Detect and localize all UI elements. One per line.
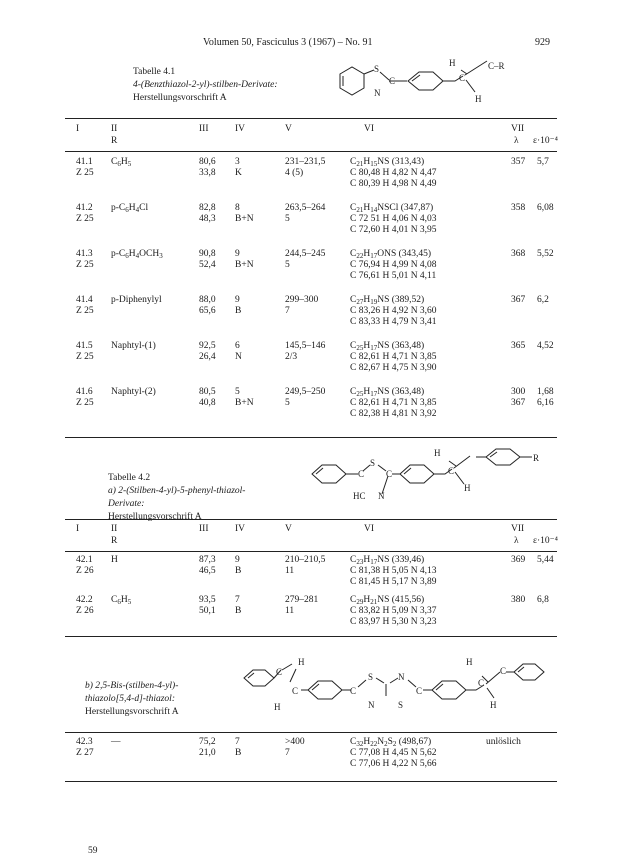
row-v2: 4 (5) bbox=[285, 168, 304, 179]
row-v2: 11 bbox=[285, 566, 295, 577]
row-z-number: Z 27 bbox=[76, 748, 94, 759]
row-analysis-found: C 82,38 H 4,81 N 3,92 bbox=[350, 409, 437, 420]
row-epsilon: 1,68 bbox=[537, 387, 554, 397]
row-v2: 5 bbox=[285, 260, 290, 271]
atom-h: H bbox=[475, 94, 482, 104]
row-analysis-calc: C 83,26 H 4,92 N 3,60 bbox=[350, 306, 437, 317]
row-epsilon-2: 6,16 bbox=[537, 398, 554, 409]
col-header-iv: IV bbox=[235, 124, 246, 134]
table-procedure: Herstellungsvorschrift A bbox=[85, 707, 179, 717]
col-header-iv: IV bbox=[235, 524, 246, 534]
row-yield: 92,5 bbox=[199, 341, 216, 351]
col-header-i: I bbox=[76, 124, 80, 134]
atom-c: C bbox=[448, 466, 455, 476]
row-lambda: 369 bbox=[511, 555, 526, 565]
table-rule-bottom bbox=[65, 636, 557, 637]
row-analysis-found: C 80,39 H 4,98 N 4,49 bbox=[350, 179, 437, 190]
row-substituent: $C_6H_5$ bbox=[111, 595, 132, 606]
row-yield: 80,6 bbox=[199, 157, 216, 167]
atom-h: H bbox=[449, 58, 456, 68]
row-z-number: Z 25 bbox=[76, 398, 94, 409]
row-analysis-calc: C 81,38 H 5,05 N 4,13 bbox=[350, 566, 437, 577]
row-yield: 80,5 bbox=[199, 387, 216, 397]
atom-c: C bbox=[500, 666, 507, 676]
table-subtitle-text: 4-(Benzthiazol-2-yl)-stilben-Derivate: bbox=[133, 80, 278, 90]
atom-h: H bbox=[274, 702, 281, 712]
row-z-number: Z 25 bbox=[76, 306, 94, 317]
col-header-vii: VII bbox=[511, 524, 525, 534]
row-iv: 9 bbox=[235, 555, 240, 565]
row-solvent: N bbox=[235, 352, 242, 363]
row-yield-2: 33,8 bbox=[199, 168, 216, 179]
atom-h: H bbox=[298, 657, 305, 667]
row-formula: $C_{25}H_{17}NS$ (363,48) bbox=[350, 387, 425, 398]
row-v2: 5 bbox=[285, 214, 290, 225]
row-solvent: B+N bbox=[235, 398, 254, 409]
row-lambda: 357 bbox=[511, 157, 526, 167]
table-subtitle bbox=[108, 498, 144, 511]
row-iv: 9 bbox=[235, 295, 240, 305]
row-z-number: Z 26 bbox=[76, 606, 94, 617]
row-substituent: $C_6H_5$ bbox=[111, 157, 132, 168]
atom-c: C bbox=[459, 73, 466, 83]
row-solvent: B bbox=[235, 748, 242, 759]
row-lambda: unlöslich bbox=[486, 737, 521, 747]
col-header-vi: VI bbox=[364, 124, 375, 134]
row-id: 41.2 bbox=[76, 203, 93, 213]
atom-n: N bbox=[368, 700, 375, 710]
row-yield: 88,0 bbox=[199, 295, 216, 305]
atom-s: S bbox=[398, 700, 404, 710]
row-id: 41.1 bbox=[76, 157, 93, 167]
table-rule-bottom bbox=[65, 781, 557, 782]
table-subtitle bbox=[85, 693, 175, 706]
row-v2: 7 bbox=[285, 306, 290, 317]
row-yield: 75,2 bbox=[199, 737, 216, 747]
row-iv: 5 bbox=[235, 387, 240, 397]
row-formula: $C_{22}H_{17}ONS$ (343,45) bbox=[350, 249, 432, 260]
atom-n: N bbox=[378, 491, 385, 501]
atom-h: H bbox=[464, 483, 471, 493]
col-header-iii: III bbox=[199, 524, 209, 534]
table-rule-bottom bbox=[65, 437, 557, 438]
row-melting-point: 279–281 bbox=[285, 595, 319, 605]
atom-h: H bbox=[434, 448, 441, 458]
structure-bis-stilbenyl-thiazolothiazole bbox=[238, 650, 558, 730]
row-analysis-calc: C 76,94 H 4,99 N 4,08 bbox=[350, 260, 437, 271]
row-yield: 82,8 bbox=[199, 203, 216, 213]
row-epsilon: 6,08 bbox=[537, 203, 554, 213]
row-yield-2: 21,0 bbox=[199, 748, 216, 759]
row-iv: 7 bbox=[235, 595, 240, 605]
row-iv: 8 bbox=[235, 203, 240, 213]
row-solvent: B bbox=[235, 566, 242, 577]
row-substituent: — bbox=[111, 737, 121, 747]
col-header-lambda: λ bbox=[514, 536, 519, 546]
row-z-number: Z 25 bbox=[76, 214, 94, 225]
col-header-lambda: λ bbox=[514, 136, 519, 146]
row-yield-2: 65,6 bbox=[199, 306, 216, 317]
row-lambda: 380 bbox=[511, 595, 526, 605]
table-subtitle bbox=[108, 485, 245, 498]
row-id: 42.2 bbox=[76, 595, 93, 605]
row-analysis-calc: C 82,61 H 4,71 N 3,85 bbox=[350, 398, 437, 409]
row-substituent: Naphtyl-(2) bbox=[111, 387, 156, 397]
atom-n: N bbox=[398, 672, 405, 682]
row-z-number: Z 25 bbox=[76, 352, 94, 363]
row-solvent: B+N bbox=[235, 260, 254, 271]
row-lambda: 300 bbox=[511, 387, 526, 397]
atom-c: C bbox=[478, 678, 485, 688]
atom-s: S bbox=[368, 672, 374, 682]
row-epsilon: 6,2 bbox=[537, 295, 549, 305]
row-analysis-calc: C 82,61 H 4,71 N 3,85 bbox=[350, 352, 437, 363]
row-melting-point: 249,5–250 bbox=[285, 387, 326, 397]
atom-c: C bbox=[276, 667, 283, 677]
row-v2: 7 bbox=[285, 748, 290, 759]
row-melting-point: 299–300 bbox=[285, 295, 319, 305]
table-rule-top bbox=[65, 519, 557, 520]
atom-c: C bbox=[386, 469, 393, 479]
row-formula: $C_{25}H_{17}NS$ (363,48) bbox=[350, 341, 425, 352]
row-iv: 6 bbox=[235, 341, 240, 351]
col-header-epsilon: ε·10⁻⁴ bbox=[533, 136, 558, 146]
row-iv: 9 bbox=[235, 249, 240, 259]
col-header-vi: VI bbox=[364, 524, 375, 534]
row-analysis-found: C 83,33 H 4,79 N 3,41 bbox=[350, 317, 437, 328]
row-id: 41.5 bbox=[76, 341, 93, 351]
atom-hc: HC bbox=[353, 491, 366, 501]
row-iv: 3 bbox=[235, 157, 240, 167]
row-analysis-found: C 81,45 H 5,17 N 3,89 bbox=[350, 577, 437, 588]
table-subtitle bbox=[133, 79, 278, 92]
row-yield-2: 26,4 bbox=[199, 352, 216, 363]
row-melting-point: 145,5–146 bbox=[285, 341, 326, 351]
row-yield-2: 52,4 bbox=[199, 260, 216, 271]
atom-c: C bbox=[358, 469, 365, 479]
row-z-number: Z 25 bbox=[76, 168, 94, 179]
row-epsilon: 5,7 bbox=[537, 157, 549, 167]
row-id: 41.3 bbox=[76, 249, 93, 259]
atom-c: C bbox=[350, 686, 357, 696]
row-id: 42.1 bbox=[76, 555, 93, 565]
row-melting-point: 231–231,5 bbox=[285, 157, 326, 167]
table-rule-header bbox=[65, 551, 557, 552]
row-melting-point: >400 bbox=[285, 737, 305, 747]
row-v2: 11 bbox=[285, 606, 295, 617]
col-header-v: V bbox=[285, 524, 292, 534]
row-yield-2: 40,8 bbox=[199, 398, 216, 409]
col-header-iii: III bbox=[199, 124, 209, 134]
row-melting-point: 210–210,5 bbox=[285, 555, 326, 565]
col-header-v: V bbox=[285, 124, 292, 134]
structure-stilbenyl-phenyl-thiazole bbox=[300, 444, 570, 512]
table-procedure: Herstellungsvorschrift A bbox=[108, 512, 202, 522]
row-id: 41.6 bbox=[76, 387, 93, 397]
row-z-number: Z 25 bbox=[76, 260, 94, 271]
row-id: 42.3 bbox=[76, 737, 93, 747]
atom-s: S bbox=[374, 64, 380, 74]
row-yield: 87,3 bbox=[199, 555, 216, 565]
col-header-epsilon: ε·10⁻⁴ bbox=[533, 536, 558, 546]
row-formula: $C_{27}H_{19}NS$ (389,52) bbox=[350, 295, 425, 306]
atom-c: C bbox=[389, 76, 396, 86]
row-yield-2: 48,3 bbox=[199, 214, 216, 225]
row-epsilon: 6,8 bbox=[537, 595, 549, 605]
table-rule-header bbox=[65, 151, 557, 152]
footer-number: 59 bbox=[88, 846, 98, 856]
row-analysis-found: C 83,97 H 5,30 N 3,23 bbox=[350, 617, 437, 628]
row-yield-2: 50,1 bbox=[199, 606, 216, 617]
row-melting-point: 263,5–264 bbox=[285, 203, 326, 213]
row-epsilon: 4,52 bbox=[537, 341, 554, 351]
row-id: 41.4 bbox=[76, 295, 93, 305]
row-formula: $C_{21}H_{14}NSCl$ (347,87) bbox=[350, 203, 434, 214]
table-procedure: Herstellungsvorschrift A bbox=[133, 93, 227, 103]
running-header: Volumen 50, Fasciculus 3 (1967) – No. 91 bbox=[203, 37, 373, 48]
col-header-i: I bbox=[76, 524, 80, 534]
col-header-r: R bbox=[111, 536, 118, 546]
page-number: 929 bbox=[535, 37, 550, 48]
row-iv: 7 bbox=[235, 737, 240, 747]
row-substituent: H bbox=[111, 555, 118, 565]
structure-benzthiazolyl-stilbene bbox=[325, 58, 555, 118]
atom-r: R bbox=[533, 453, 540, 463]
atom-s: S bbox=[370, 458, 376, 468]
row-lambda: 367 bbox=[511, 295, 526, 305]
col-header-ii: II bbox=[111, 524, 118, 534]
atom-h: H bbox=[466, 657, 473, 667]
row-yield-2: 46,5 bbox=[199, 566, 216, 577]
atom-n: N bbox=[374, 88, 381, 98]
table-subtitle-text: Derivate: bbox=[108, 499, 145, 509]
row-v2: 2/3 bbox=[285, 352, 298, 363]
row-epsilon: 5,44 bbox=[537, 555, 554, 565]
row-substituent: p-Diphenylyl bbox=[111, 295, 162, 305]
row-formula: $C_{23}H_{17}NS$ (339,46) bbox=[350, 555, 425, 566]
row-solvent: B bbox=[235, 606, 242, 617]
row-substituent: Naphtyl-(1) bbox=[111, 341, 156, 351]
row-analysis-found: C 77,06 H 4,22 N 5,66 bbox=[350, 759, 437, 770]
row-lambda-2: 367 bbox=[511, 398, 526, 409]
atom-cr: C–R bbox=[488, 61, 505, 71]
table-subtitle-text: a) 2-(Stilben-4-yl)-5-phenyl-thiazol- bbox=[108, 486, 246, 496]
table-subtitle bbox=[85, 680, 178, 693]
row-substituent: $p-C_6H_4Cl$ bbox=[111, 203, 149, 214]
table-rule-top bbox=[65, 732, 557, 733]
table-title: Tabelle 4.2 bbox=[108, 473, 151, 483]
row-lambda: 365 bbox=[511, 341, 526, 351]
row-analysis-calc: C 72 51 H 4,06 N 4,03 bbox=[350, 214, 437, 225]
row-analysis-calc: C 80,48 H 4,82 N 4,47 bbox=[350, 168, 437, 179]
col-header-vii: VII bbox=[511, 124, 525, 134]
row-v2: 5 bbox=[285, 398, 290, 409]
row-analysis-found: C 76,61 H 5,01 N 4,11 bbox=[350, 271, 437, 282]
row-melting-point: 244,5–245 bbox=[285, 249, 326, 259]
table-title: Tabelle 4.1 bbox=[133, 67, 176, 77]
row-solvent: B+N bbox=[235, 214, 254, 225]
row-formula: $C_{29}H_{21}NS$ (415,56) bbox=[350, 595, 425, 606]
atom-c: C bbox=[292, 686, 299, 696]
col-header-ii: II bbox=[111, 124, 118, 134]
row-analysis-calc: C 77,08 H 4,45 N 5,62 bbox=[350, 748, 437, 759]
row-substituent: $p-C_6H_4OCH_3$ bbox=[111, 249, 163, 260]
row-analysis-calc: C 83,82 H 5,09 N 3,37 bbox=[350, 606, 437, 617]
row-epsilon: 5,52 bbox=[537, 249, 554, 259]
table-subtitle-text: thiazolo[5,4-d]-thiazol: bbox=[85, 694, 175, 704]
row-yield: 90,8 bbox=[199, 249, 216, 259]
row-formula: $C_{21}H_{15}NS$ (313,43) bbox=[350, 157, 425, 168]
row-lambda: 358 bbox=[511, 203, 526, 213]
table-rule-top bbox=[65, 118, 557, 119]
atom-h: H bbox=[490, 700, 497, 710]
row-solvent: B bbox=[235, 306, 242, 317]
row-formula: $C_{32}H_{22}N_2S_2$ (498,67) bbox=[350, 737, 432, 748]
atom-c: C bbox=[416, 686, 423, 696]
row-analysis-found: C 82,67 H 4,75 N 3,90 bbox=[350, 363, 437, 374]
table-subtitle-text: b) 2,5-Bis-(stilben-4-yl)- bbox=[85, 681, 179, 691]
row-yield: 93,5 bbox=[199, 595, 216, 605]
row-solvent: K bbox=[235, 168, 242, 179]
row-z-number: Z 26 bbox=[76, 566, 94, 577]
row-lambda: 368 bbox=[511, 249, 526, 259]
row-analysis-found: C 72,60 H 4,01 N 3,95 bbox=[350, 225, 437, 236]
col-header-r: R bbox=[111, 136, 118, 146]
